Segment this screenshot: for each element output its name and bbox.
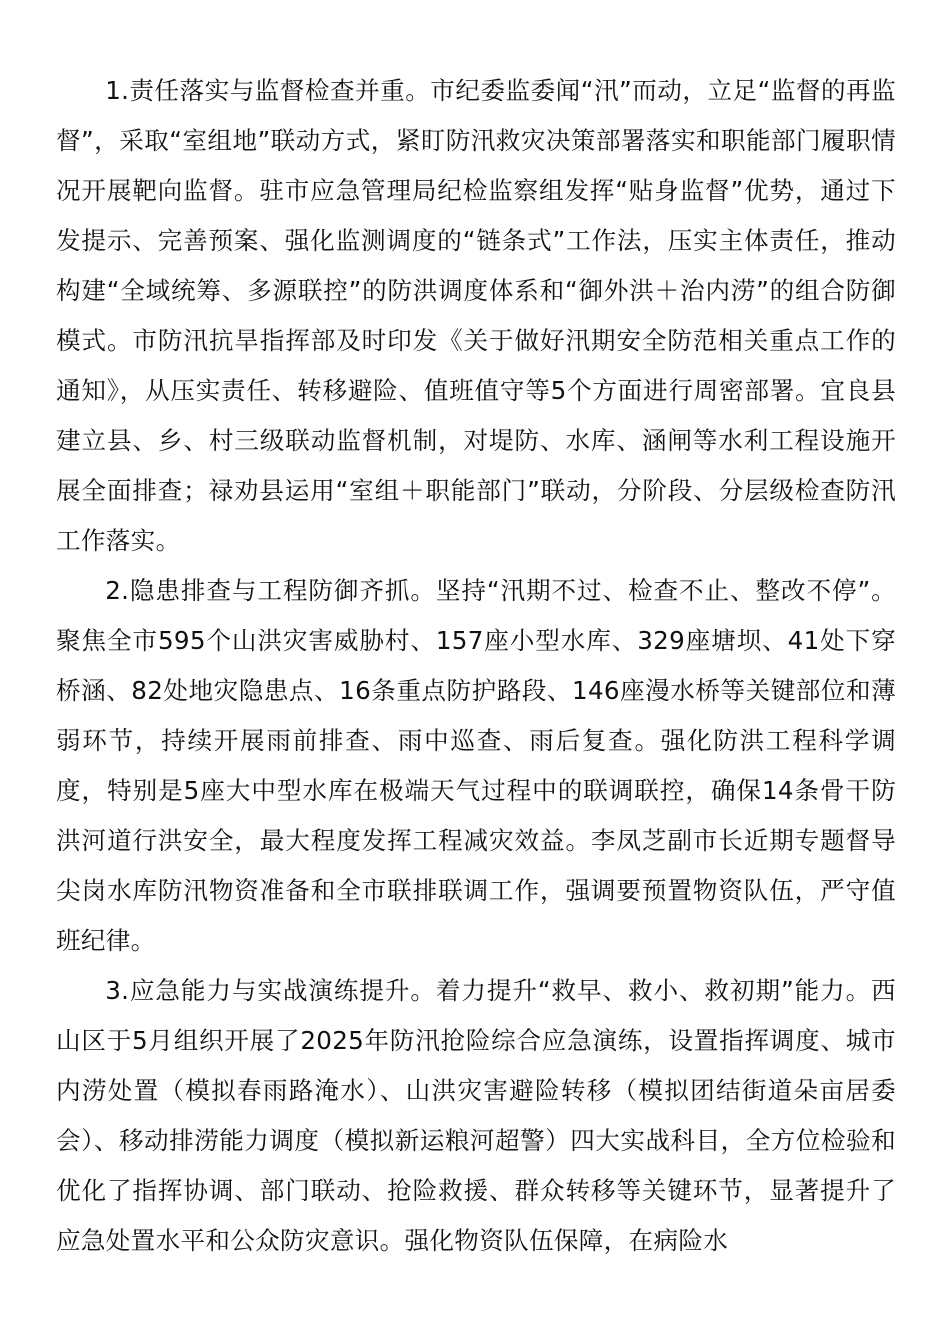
- paragraph-emergency-drill: 3.应急能力与实战演练提升。着力提升“救早、救小、救初期”能力。西山区于5月组织开展了2025年防汛抢险综合应急演练，设置指挥调度、城市内涝处置（模拟春雨路淹水）、山洪灾害避险转移（模拟团结街道朵亩居委会）、移动排涝能力调度（模拟新运粮河超警）四大实战科目，全方位检验和优化了指挥协调、部门联动、抢险救援、群众转移等关键环节，显著提升了应急处置水平和公众防灾意识。强化物资队伍保障，在病险水: [56, 976, 896, 1255]
- paragraph-responsibility-supervision: 1.责任落实与监督检查并重。市纪委监委闻“汛”而动，立足“监督的再监督”，采取“室组地”联动方式，紧盯防汛救灾决策部署落实和职能部门履职情况开展靶向监督。驻市应急管理局纪检监察组发挥“贴身监督”优势，通过下发提示、完善预案、强化监测调度的“链条式”工作法，压实主体责任，推动构建“全域统筹、多源联控”的防洪调度体系和“御外洪＋治内涝”的组合防御模式。市防汛抗旱指挥部及时印发《关于做好汛期安全防范相关重点工作的通知》，从压实责任、转移避险、值班值守等5个方面进行周密部署。宜良县建立县、乡、村三级联动监督机制，对堤防、水库、涵闸等水利工程设施开展全面排查；禄劝县运用“室组＋职能部门”联动，分阶段、分层级检查防汛工作落实。: [56, 76, 896, 555]
- paragraph-hazard-inspection: 2.隐患排查与工程防御齐抓。坚持“汛期不过、检查不止、整改不停”。聚焦全市595个山洪灾害威胁村、157座小型水库、329座塘坝、41处下穿桥涵、82处地灾隐患点、16条重点防护路段、146座漫水桥等关键部位和薄弱环节，持续开展雨前排查、雨中巡查、雨后复查。强化防洪工程科学调度，特别是5座大中型水库在极端天气过程中的联调联控，确保14条骨干防洪河道行洪安全，最大程度发挥工程减灾效益。李凤芝副市长近期专题督导尖岗水库防汛物资准备和全市联排联调工作，强调要预置物资队伍，严守值班纪律。: [56, 576, 896, 955]
- document-body: [56, 66, 896, 1266]
